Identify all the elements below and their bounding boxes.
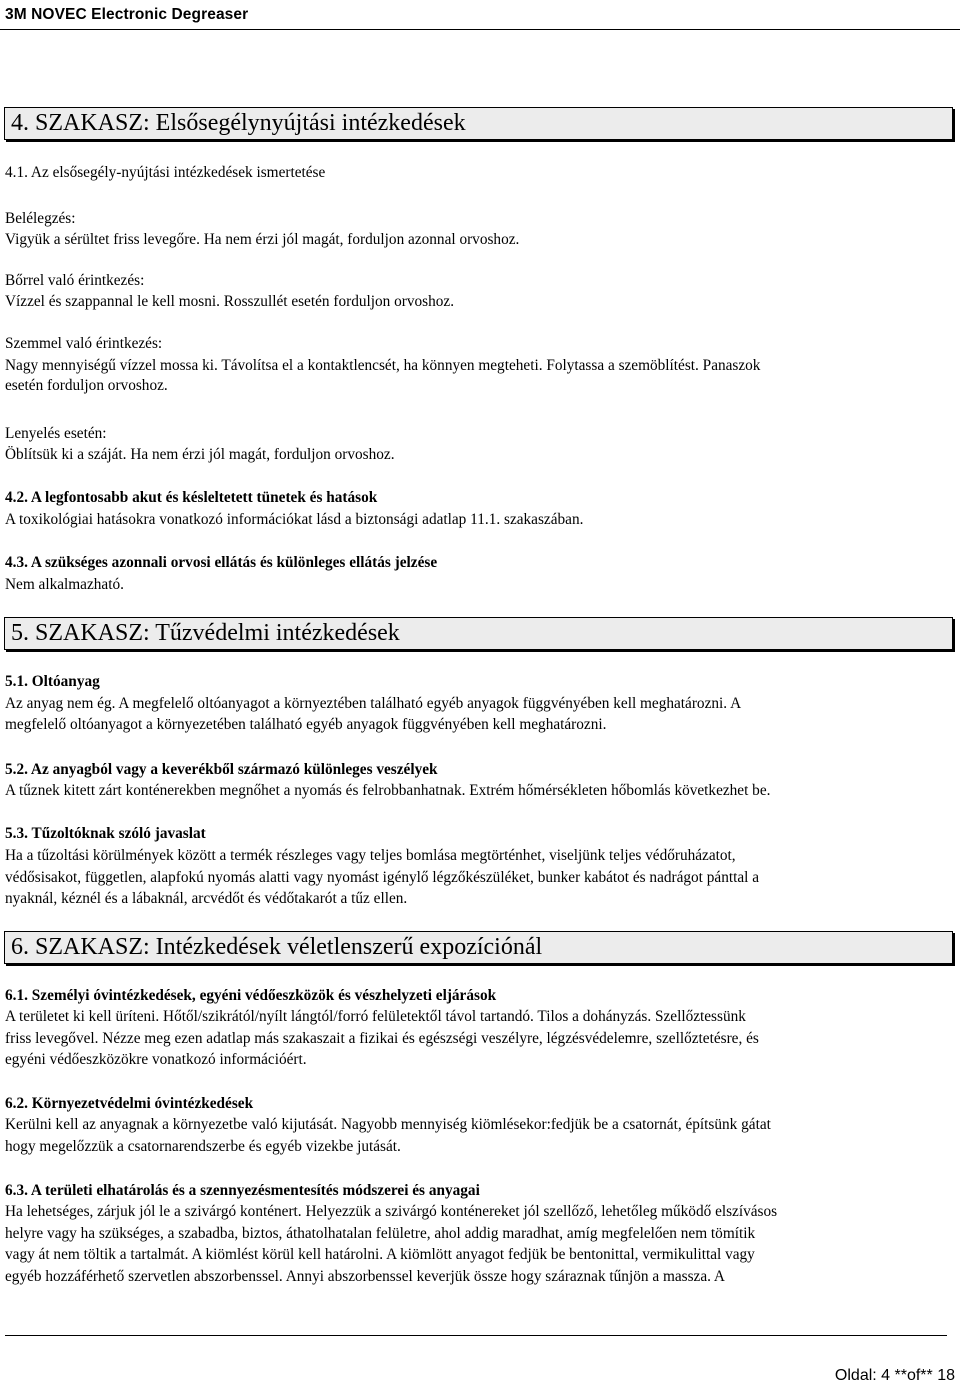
subsection-5-3-text-3: nyaknál, kéznél és a lábaknál, arcvédőt és védőtakarót a tűz ellen. [5,890,408,907]
document-header [0,0,960,30]
ingestion-label: Lenyelés esetén: [5,425,107,442]
subsection-5-1-text-2: megfelelő oltóanyagot a környezetében található egyéb anyagok függvényében kell meghatározni. [5,716,607,733]
product-title: 3M NOVEC Electronic Degreaser [5,6,249,23]
inhalation-text: Vigyük a sérültet friss levegőre. Ha nem érzi jól magát, forduljon azonnal orvoshoz. [5,231,520,248]
subsection-4-3-title: 4.3. A szükséges azonnali orvosi ellátás és különleges ellátás jelzése [5,554,438,571]
subsection-4-2-title: 4.2. A legfontosabb akut és késleltetett tünetek és hatások [5,489,378,506]
skin-contact-text: Vízzel és szappannal le kell mosni. Rosszullét esetén forduljon orvoshoz. [5,293,455,310]
skin-contact-label: Bőrrel való érintkezés: [5,272,145,289]
eye-contact-text-2: esetén forduljon orvoshoz. [5,377,168,394]
eye-contact-label: Szemmel való érintkezés: [5,335,163,352]
subsection-6-2-text-1: Kerülni kell az anyagnak a környezetbe való kijutását. Nagyobb mennyiség kiömlésekor:fedjük be a csatornát, építsünk gátat [5,1116,771,1133]
subsection-5-2-title: 5.2. Az anyagból vagy a keverékből származó különleges veszélyek [5,761,438,778]
subsection-5-1-text-1: Az anyag nem ég. A megfelelő oltóanyagot a környeztében található egyéb anyagok függvényében kell meghatározni. A [5,695,742,712]
section-4-heading: 4. SZAKASZ: Elsősegélynyújtási intézkedések [11,110,466,136]
subsection-5-3-title: 5.3. Tűzoltóknak szóló javaslat [5,825,206,842]
subsection-6-3-text-1: Ha lehetséges, zárjuk jól le a szivárgó konténert. Helyezzük a szivárgó konténereket jól szellőző, lehetőleg működő elszívásos [5,1203,778,1220]
subsection-5-3-text-2: védősisakot, független, alapfokú nyomás alatti vagy nyomást igénylő légzőkészüléket, bunker kabátot és nadrágot pánttal a [5,869,759,886]
subsection-6-3-text-4: egyéb hozzáférhető szervetlen abszorbenssel. Annyi abszorbenssel keverjük össze hogy száraznak tűnjön a massza. A [5,1268,725,1285]
section-4-heading-bar [4,107,953,140]
subsection-6-3-text-2: helyre vagy ha szükséges, a szabadba, biztos, áthatolhatalan felületre, ahol addig maradhat, amíg megfelelően nem tömítik [5,1225,756,1242]
subsection-4-2-text: A toxikológiai hatásokra vonatkozó információkat lásd a biztonsági adatlap 11.1. szakaszában. [5,511,584,528]
subsection-6-2-text-2: hogy megelőzzük a csatornarendszerbe és egyéb vizekbe jutását. [5,1138,401,1155]
subsection-5-1-title: 5.1. Oltóanyag [5,673,100,690]
subsection-6-1-text-2: friss levegővel. Nézze meg ezen adatlap más szakaszait a fizikai és egészségi veszélyre, légzésvédelemre, szellőztetésre, és [5,1030,759,1047]
section-6-heading-bar [4,931,953,964]
subsection-6-1-text-3: egyéni védőeszközökre vonatkozó információért. [5,1051,307,1068]
subsection-6-1-title: 6.1. Személyi óvintézkedések, egyéni védőeszközök és vészhelyzeti eljárások [5,987,497,1004]
page-number: Oldal: 4 **of** 18 [834,1367,955,1384]
subsection-5-3-text-1: Ha a tűzoltási körülmények között a termék részleges vagy teljes bomlása megtörténhet, viseljünk teljes védőruházatot, [5,847,736,864]
subsection-5-2-text: A tűznek kitett zárt konténerekben megnőhet a nyomás és felrobbanhatnak. Extrém hőmérsékleten hőbomlás következhet be. [5,782,771,799]
subsection-6-1-text-1: A területet ki kell üríteni. Hőtől/szikrától/nyílt lángtól/forró felületektől távol tartandó. Tilos a dohányzás. Szellőztessünk [5,1008,746,1025]
subsection-4-3-text: Nem alkalmazható. [5,576,124,593]
subsection-6-3-text-3: vagy át nem töltik a tartalmát. A kiömlést körül kell határolni. A kiömlött anyagot fedjük be bentonittal, vermikulittal vagy [5,1246,755,1263]
ingestion-text: Öblítsük ki a száját. Ha nem érzi jól magát, forduljon orvoshoz. [5,446,395,463]
inhalation-label: Belélegzés: [5,210,76,227]
section-5-heading-bar [4,617,953,650]
subsection-6-3-title: 6.3. A területi elhatárolás és a szennyezésmentesítés módszerei és anyagai [5,1182,480,1199]
section-5-heading: 5. SZAKASZ: Tűzvédelmi intézkedések [11,620,400,646]
section-6-heading: 6. SZAKASZ: Intézkedések véletlenszerű expozíciónál [11,934,543,960]
subsection-6-2-title: 6.2. Környezetvédelmi óvintézkedések [5,1095,254,1112]
subsection-4-1-title: 4.1. Az elsősegély-nyújtási intézkedések ismertetése [5,164,326,181]
footer-divider [5,1335,947,1336]
eye-contact-text-1: Nagy mennyiségű vízzel mossa ki. Távolítsa el a kontaktlencsét, ha könnyen megteheti. Folytassa a szemöblítést. Panaszok [5,357,761,374]
